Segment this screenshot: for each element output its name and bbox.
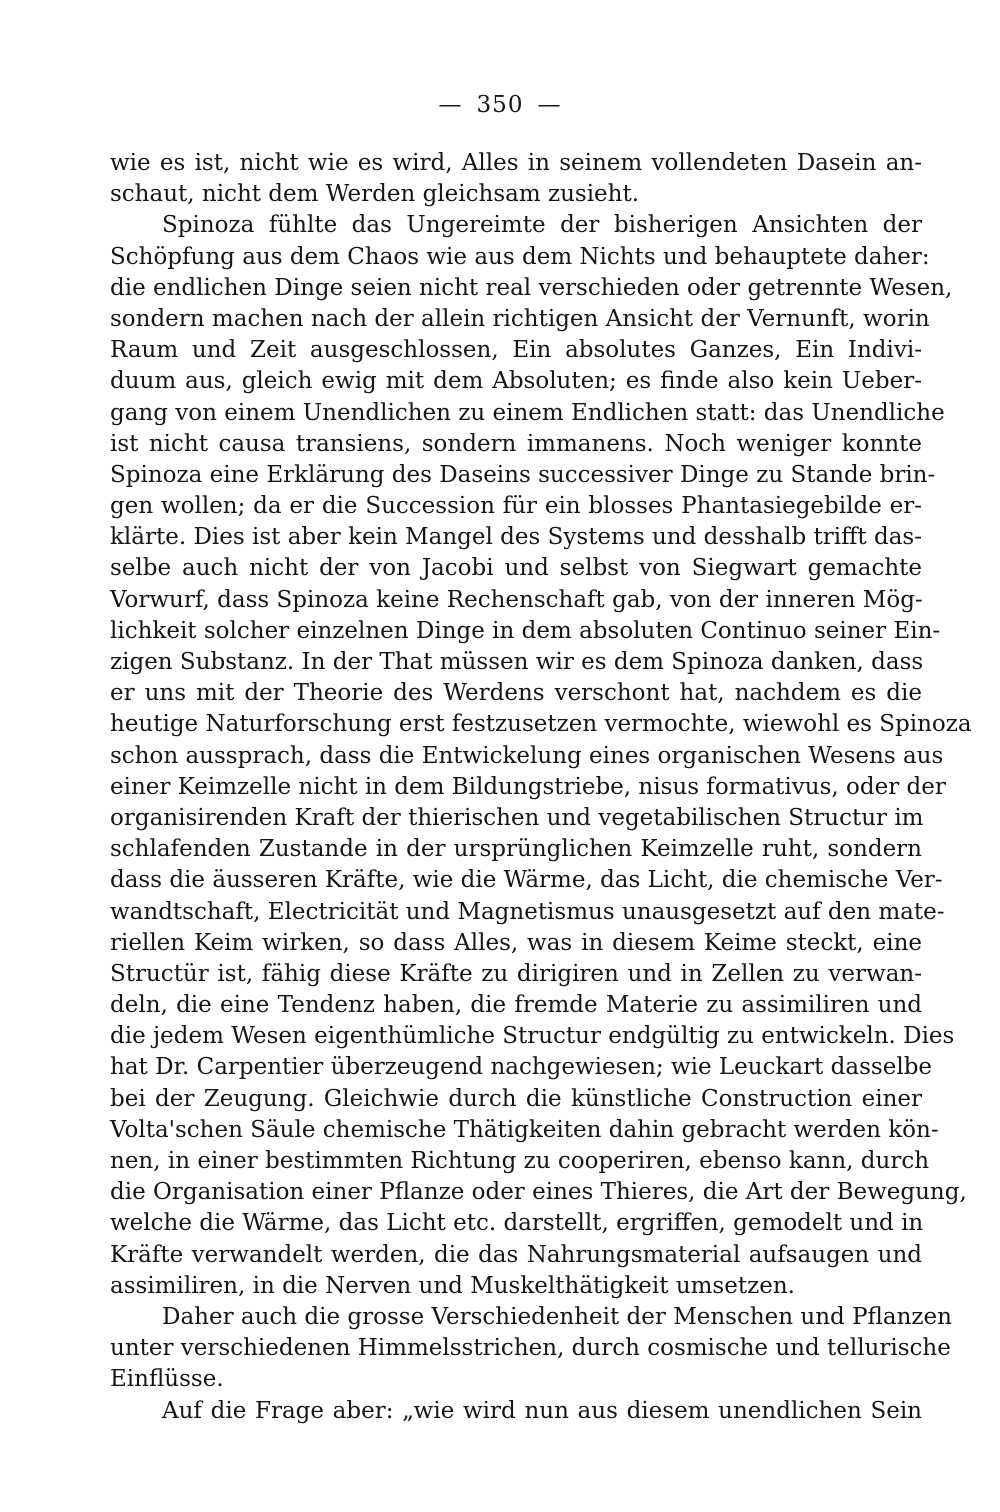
text-line: schon aussprach, dass die Entwickelung eines organischen Wesens aus <box>110 742 944 769</box>
text-line: Structür ist, fähig diese Kräfte zu dirigiren und in Zellen zu verwan- <box>110 960 922 987</box>
page-number-value: 350 <box>476 92 524 118</box>
text-line: deln, die eine Tendenz haben, die fremde Materie zu assimiliren und <box>110 992 922 1019</box>
text-line: dass die äusseren Kräfte, wie die Wärme, das Licht, die chemische Ver- <box>110 867 943 894</box>
text-line: schaut, nicht dem Werden gleichsam zusieht. <box>110 181 640 208</box>
text-line: hat Dr. Carpentier überzeugend nachgewiesen; wie Leuckart dasselbe <box>110 1054 933 1081</box>
text-line: Kräfte verwandelt werden, die das Nahrungsmaterial aufsaugen und <box>110 1241 922 1268</box>
body-text <box>110 148 972 1427</box>
text-line: die endlichen Dinge seien nicht real verschieden oder getrennte Wesen, <box>110 274 953 301</box>
text-line: Spinoza fühlte das Ungereimte der bisherigen Ansichten der <box>162 212 922 239</box>
page-number <box>0 92 1000 118</box>
text-line: lichkeit solcher einzelnen Dinge in dem absoluten Continuo seiner Ein- <box>110 617 941 644</box>
text-line: Raum und Zeit ausgeschlossen, Ein absolutes Ganzes, Ein Indivi- <box>110 337 922 364</box>
text-line: gang von einem Unendlichen zu einem Endlichen statt: das Unendliche <box>110 399 945 426</box>
text-line: heutige Naturforschung erst festzusetzen vermochte, wiewohl es Spinoza <box>110 711 972 738</box>
text-line: wandtschaft, Electricität und Magnetismus unausgesetzt auf den mate- <box>110 898 945 925</box>
text-line: Vorwurf, dass Spinoza keine Rechenschaft gab, von der inneren Mög- <box>110 586 923 613</box>
text-line: Spinoza eine Erklärung des Daseins successiver Dinge zu Stande brin- <box>110 461 936 488</box>
text-line: er uns mit der Theorie des Werdens verschont hat, nachdem es die <box>110 680 922 707</box>
text-line: Schöpfung aus dem Chaos wie aus dem Nichts und behauptete daher: <box>110 243 930 270</box>
text-line: welche die Wärme, das Licht etc. darstellt, ergriffen, gemodelt und in <box>110 1210 924 1237</box>
text-line: klärte. Dies ist aber kein Mangel des Systems und desshalb trifft das- <box>110 524 922 551</box>
text-line: Einflüsse. <box>110 1366 224 1393</box>
text-line: gen wollen; da er die Succession für ein blosses Phantasiegebilde er- <box>110 493 922 520</box>
text-line: ist nicht causa transiens, sondern immanens. Noch weniger konnte <box>110 430 922 457</box>
text-line: riellen Keim wirken, so dass Alles, was in diesem Keime steckt, eine <box>110 929 922 956</box>
page-number-dash-left: — <box>438 92 463 118</box>
page-number-dash-right: — <box>537 92 562 118</box>
text-line: wie es ist, nicht wie es wird, Alles in seinem vollendeten Dasein an- <box>110 150 922 176</box>
text-line: unter verschiedenen Himmelsstrichen, durch cosmische und tellurische <box>110 1335 951 1362</box>
text-line: Auf die Frage aber: „wie wird nun aus diesem unendlichen Sein <box>162 1397 922 1424</box>
text-line: selbe auch nicht der von Jacobi und selbst von Siegwart gemachte <box>110 555 922 582</box>
text-line: die Organisation einer Pflanze oder eines Thieres, die Art der Bewegung, <box>110 1179 967 1206</box>
text-line: assimiliren, in die Nerven und Muskelthätigkeit umsetzen. <box>110 1272 795 1299</box>
text-line: zigen Substanz. In der That müssen wir es dem Spinoza danken, dass <box>110 649 924 675</box>
text-line: schlafenden Zustande in der ursprünglichen Keimzelle ruht, sondern <box>110 836 922 863</box>
text-line: duum aus, gleich ewig mit dem Absoluten; es finde also kein Ueber- <box>110 368 922 395</box>
text-line: Daher auch die grosse Verschiedenheit der Menschen und Pflanzen <box>162 1303 952 1330</box>
text-line: organisirenden Kraft der thierischen und vegetabilischen Structur im <box>110 804 924 831</box>
text-line: bei der Zeugung. Gleichwie durch die künstliche Construction einer <box>110 1085 922 1112</box>
text-line: nen, in einer bestimmten Richtung zu cooperiren, ebenso kann, durch <box>110 1148 930 1174</box>
text-line: einer Keimzelle nicht in dem Bildungstriebe, nisus formativus, oder der <box>110 773 946 800</box>
text-line: Volta'schen Säule chemische Thätigkeiten dahin gebracht werden kön- <box>110 1116 939 1143</box>
text-line: die jedem Wesen eigenthümliche Structur endgültig zu entwickeln. Dies <box>110 1023 955 1050</box>
text-line: sondern machen nach der allein richtigen Ansicht der Vernunft, worin <box>110 305 930 332</box>
